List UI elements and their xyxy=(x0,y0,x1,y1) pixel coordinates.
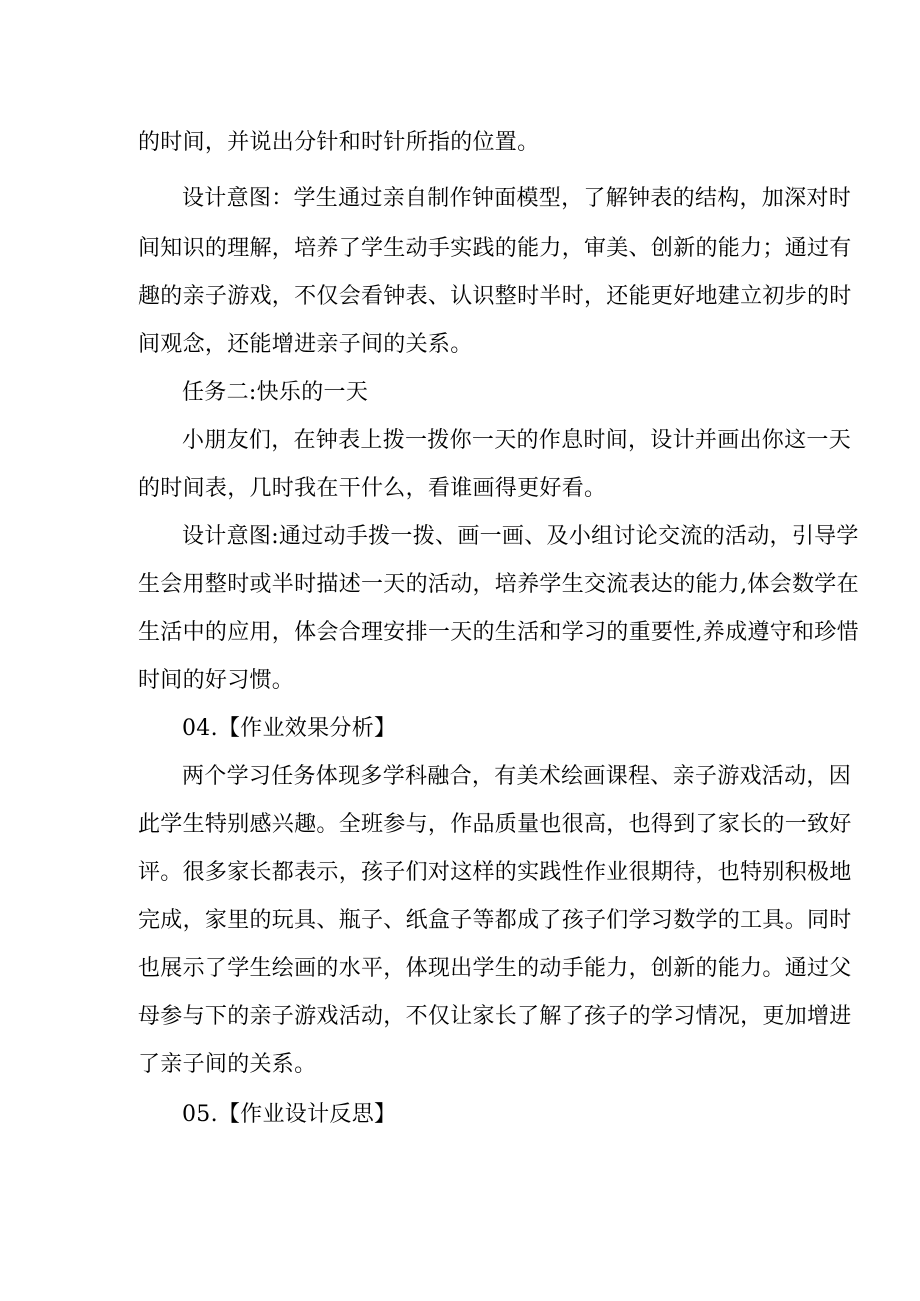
text-line: 母参与下的亲子游戏活动，不仅让家长了解了孩子的学习情况，更加增进 xyxy=(138,1004,852,1029)
text-line: 了亲子间的关系。 xyxy=(138,1052,317,1077)
section-heading: 05.【作业设计反思】 xyxy=(182,1102,397,1127)
section-heading: 任务二:快乐的一天 xyxy=(182,380,369,405)
text-line: 小朋友们，在钟表上拨一拨你一天的作息时间，设计并画出你这一天 xyxy=(182,428,852,453)
text-line: 也展示了学生绘画的水平，体现出学生的动手能力，创新的能力。通过父 xyxy=(138,956,852,981)
text-line: 设计意图:通过动手拨一拨、画一画、及小组讨论交流的活动，引导学 xyxy=(182,524,859,549)
text-line: 设计意图：学生通过亲自制作钟面模型，了解钟表的结构，加深对时 xyxy=(182,186,852,211)
text-line: 趣的亲子游戏，不仅会看钟表、认识整时半时，还能更好地建立初步的时 xyxy=(138,284,852,309)
text-line: 两个学习任务体现多学科融合，有美术绘画课程、亲子游戏活动，因 xyxy=(182,764,852,789)
text-line: 生活中的应用，体会合理安排一天的生活和学习的重要性,养成遵守和珍惜 xyxy=(138,620,859,645)
text-line: 评。很多家长都表示，孩子们对这样的实践性作业很期待，也特别积极地 xyxy=(138,860,852,885)
text-line: 时间的好习惯。 xyxy=(138,668,295,693)
section-heading: 04.【作业效果分析】 xyxy=(182,716,397,741)
text-line: 生会用整时或半时描述一天的活动，培养学生交流表达的能力,体会数学在 xyxy=(138,572,859,597)
text-line: 间知识的理解，培养了学生动手实践的能力，审美、创新的能力；通过有 xyxy=(138,236,852,261)
text-line: 的时间表，几时我在干什么，看谁画得更好看。 xyxy=(138,476,607,501)
text-line: 的时间，并说出分针和时针所指的位置。 xyxy=(138,130,540,155)
text-line: 完成，家里的玩具、瓶子、纸盒子等都成了孩子们学习数学的工具。同时 xyxy=(138,908,852,933)
text-line: 此学生特别感兴趣。全班参与，作品质量也很高，也得到了家长的一致好 xyxy=(138,812,852,837)
text-line: 间观念，还能增进亲子间的关系。 xyxy=(138,332,473,357)
